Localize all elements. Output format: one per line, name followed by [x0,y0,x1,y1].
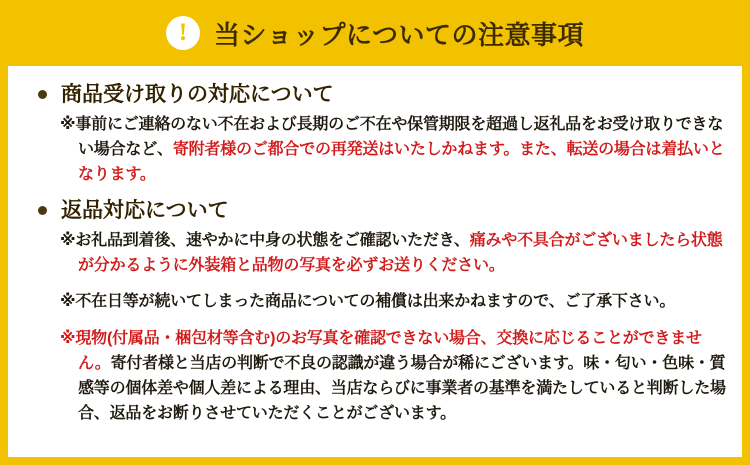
section-heading [30,198,730,223]
paragraph-run-emphasis: 寄附者様のご都合での再発送はいたしかねます。また、転送の場合は着払いとなります。 [78,140,725,183]
bullet-icon [38,90,47,99]
section-shipping [30,82,730,188]
paragraph-run: ※事前にご連絡のない不在および長期のご不在や保管期限を超過し返礼品をお受け取りできない場合など、 [60,116,724,158]
section-title: 商品受け取りの対応について [61,83,334,106]
paragraph-run: ※お礼品到着後、速やかに中身の状態をご確認いただき、 [60,231,470,249]
page-header [0,0,750,66]
bullet-icon [38,206,47,215]
paragraph-run-emphasis: ※現物(付属品・梱包材等含む)のお写真を確認できない場合、交換に応じることができません。 [60,330,702,372]
paragraph [30,290,730,315]
section-title: 返品対応について [61,198,229,222]
paragraph [30,229,730,279]
paragraph-run-emphasis: 痛みや不具合がございましたら状態が分かるように外装箱と品物の写真を必ずお送りください。 [78,231,723,274]
notice-content [30,82,730,438]
paragraph [30,113,730,187]
section-heading [30,82,730,107]
paragraph [30,327,730,426]
header-inner [166,15,584,52]
page-title: 当ショップについての注意事項 [214,19,584,50]
paragraph-run: 寄付者様と当店の判断で不良の認識が違う場合が稀にございます。味・匂い・色味・質感等の個体差や個人差による理由、当店ならびに事業者の基準を満たしていると判断した場合、返品をお断りさせていただくことがございます。 [78,354,726,422]
paragraph-run: ※不在日等が続いてしまった商品についての補償は出来かねますので、ご了承下さい。 [60,293,676,311]
section-returns [30,198,730,427]
exclamation-icon: ! [166,16,200,50]
